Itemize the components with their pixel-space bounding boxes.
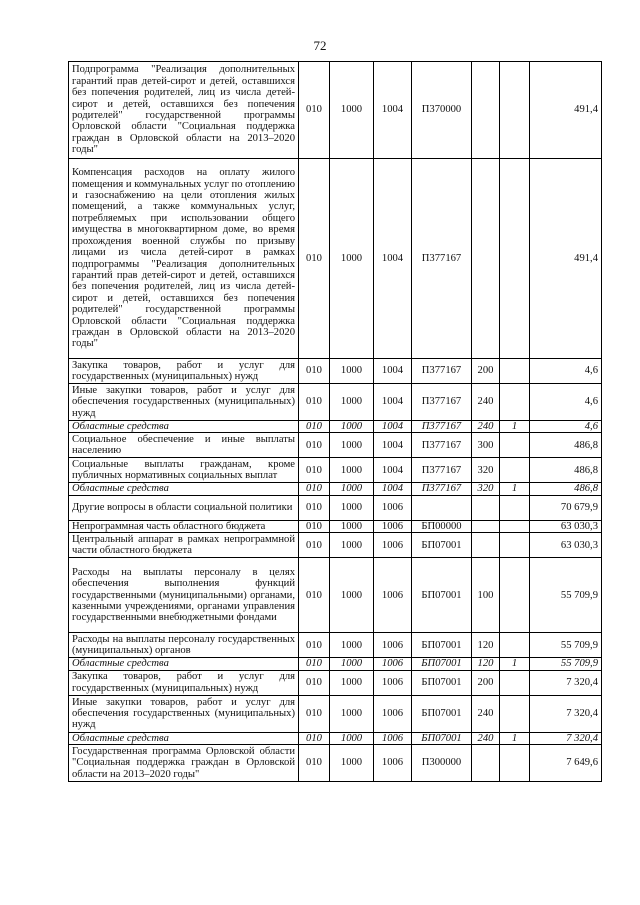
funding-source-code <box>500 695 530 732</box>
section-code: 1000 <box>330 62 374 159</box>
funding-source-code <box>500 359 530 384</box>
row-name: Закупка товаров, работ и услуг для государственных (муниципальных) нужд <box>69 670 299 695</box>
subsection-code: 1006 <box>374 495 412 520</box>
section-code: 1000 <box>330 558 374 633</box>
expense-type-code: 100 <box>472 558 500 633</box>
table-row <box>69 359 602 384</box>
subsection-code: 1006 <box>374 745 412 782</box>
subsection-code: 1006 <box>374 670 412 695</box>
table-row <box>69 62 602 159</box>
target-article-code: БП07001 <box>412 633 472 658</box>
expense-type-code <box>472 159 500 359</box>
ministry-code: 010 <box>299 62 330 159</box>
target-article-code: БП07001 <box>412 558 472 633</box>
row-name: Закупка товаров, работ и услуг для государственных (муниципальных) нужд <box>69 359 299 384</box>
subsection-code: 1004 <box>374 483 412 495</box>
amount: 4,6 <box>530 384 602 421</box>
section-code: 1000 <box>330 359 374 384</box>
expense-type-code <box>472 533 500 558</box>
target-article-code: БП00000 <box>412 520 472 532</box>
section-code: 1000 <box>330 533 374 558</box>
expense-type-code: 300 <box>472 433 500 458</box>
section-code: 1000 <box>330 732 374 744</box>
ministry-code: 010 <box>299 458 330 483</box>
subsection-code: 1006 <box>374 695 412 732</box>
section-code: 1000 <box>330 483 374 495</box>
expense-type-code <box>472 745 500 782</box>
target-article-code: БП07001 <box>412 533 472 558</box>
expense-type-code: 320 <box>472 458 500 483</box>
section-code: 1000 <box>330 159 374 359</box>
ministry-code: 010 <box>299 658 330 670</box>
amount: 63 030,3 <box>530 520 602 532</box>
section-code: 1000 <box>330 670 374 695</box>
funding-source-code <box>500 458 530 483</box>
target-article-code: П377167 <box>412 359 472 384</box>
ministry-code: 010 <box>299 483 330 495</box>
amount: 4,6 <box>530 421 602 433</box>
row-name: Компенсация расходов на оплату жилого помещения и коммунальных услуг по отоплению и газоснабжению на цели отопления жилых помещений, а также коммунальных услуг, потребляемых при использовании общего имущества в многоквартирном доме, во время прохождения военной службы по призыву лицами из числа детей-сирот в рамках подпрограммы "Реализация дополнительных гарантий прав детей-сирот и детей, оставшихся без попечения родителей, лиц из числа детей-сирот и детей, оставшихся без попечения родителей" государственной программы Орловской области "Социальная поддержка граждан в Орловской области на 2013–2020 годы" <box>69 159 299 359</box>
table-row <box>69 670 602 695</box>
table-row <box>69 159 602 359</box>
row-name: Непрограммная часть областного бюджета <box>69 520 299 532</box>
row-name: Центральный аппарат в рамках непрограммной части областного бюджета <box>69 533 299 558</box>
funding-source-code <box>500 384 530 421</box>
row-name: Другие вопросы в области социальной политики <box>69 495 299 520</box>
table-row <box>69 520 602 532</box>
funding-source-code <box>500 533 530 558</box>
funding-source-code <box>500 558 530 633</box>
amount: 7 320,4 <box>530 695 602 732</box>
expense-type-code: 240 <box>472 384 500 421</box>
table-row <box>69 433 602 458</box>
ministry-code: 010 <box>299 732 330 744</box>
subsection-code: 1006 <box>374 633 412 658</box>
amount: 70 679,9 <box>530 495 602 520</box>
target-article-code: П377167 <box>412 159 472 359</box>
section-code: 1000 <box>330 421 374 433</box>
funding-source-code <box>500 159 530 359</box>
table-row <box>69 384 602 421</box>
subsection-code: 1006 <box>374 533 412 558</box>
row-name: Государственная программа Орловской области "Социальная поддержка граждан в Орловской области на 2013–2020 годы" <box>69 745 299 782</box>
target-article-code: П300000 <box>412 745 472 782</box>
subsection-code: 1004 <box>374 384 412 421</box>
ministry-code: 010 <box>299 520 330 532</box>
expense-type-code: 240 <box>472 695 500 732</box>
section-code: 1000 <box>330 433 374 458</box>
subsection-code: 1004 <box>374 433 412 458</box>
target-article-code: БП07001 <box>412 658 472 670</box>
table-row <box>69 633 602 658</box>
ministry-code: 010 <box>299 695 330 732</box>
subsection-code: 1006 <box>374 658 412 670</box>
expense-type-code <box>472 495 500 520</box>
ministry-code: 010 <box>299 745 330 782</box>
expense-type-code <box>472 520 500 532</box>
row-name: Подпрограмма "Реализация дополнительных гарантий прав детей-сирот и детей, оставшихся без попечения родителей, лиц из числа детей-сирот и детей, оставшихся без попечения родителей" государственной программы Орловской области "Социальная поддержка граждан в Орловской области на 2013–2020 годы" <box>69 62 299 159</box>
budget-table <box>68 61 602 782</box>
target-article-code: П377167 <box>412 433 472 458</box>
subsection-code: 1006 <box>374 558 412 633</box>
row-name: Иные закупки товаров, работ и услуг для обеспечения государственных (муниципальных) нужд <box>69 695 299 732</box>
amount: 55 709,9 <box>530 558 602 633</box>
funding-source-code <box>500 670 530 695</box>
funding-source-code: 1 <box>500 421 530 433</box>
page-number: 72 <box>313 38 327 53</box>
section-code: 1000 <box>330 520 374 532</box>
table-row <box>69 732 602 744</box>
section-code: 1000 <box>330 658 374 670</box>
row-name: Социальные выплаты гражданам, кроме публичных нормативных социальных выплат <box>69 458 299 483</box>
subsection-code: 1006 <box>374 732 412 744</box>
target-article-code: П377167 <box>412 384 472 421</box>
row-name: Иные закупки товаров, работ и услуг для обеспечения государственных (муниципальных) нужд <box>69 384 299 421</box>
expense-type-code: 200 <box>472 359 500 384</box>
row-name: Областные средства <box>69 732 299 744</box>
table-row <box>69 745 602 782</box>
amount: 491,4 <box>530 62 602 159</box>
target-article-code <box>412 495 472 520</box>
ministry-code: 010 <box>299 670 330 695</box>
section-code: 1000 <box>330 633 374 658</box>
expense-type-code <box>472 62 500 159</box>
funding-source-code <box>500 745 530 782</box>
table-row <box>69 533 602 558</box>
subsection-code: 1004 <box>374 421 412 433</box>
table-row <box>69 658 602 670</box>
funding-source-code <box>500 633 530 658</box>
expense-type-code: 120 <box>472 633 500 658</box>
target-article-code: П377167 <box>412 421 472 433</box>
amount: 7 649,6 <box>530 745 602 782</box>
ministry-code: 010 <box>299 558 330 633</box>
target-article-code: П377167 <box>412 483 472 495</box>
row-name: Областные средства <box>69 421 299 433</box>
amount: 486,8 <box>530 483 602 495</box>
table-row <box>69 421 602 433</box>
amount: 7 320,4 <box>530 670 602 695</box>
section-code: 1000 <box>330 384 374 421</box>
table-row <box>69 483 602 495</box>
table-row <box>69 458 602 483</box>
expense-type-code: 120 <box>472 658 500 670</box>
ministry-code: 010 <box>299 533 330 558</box>
target-article-code: П377167 <box>412 458 472 483</box>
table-row <box>69 495 602 520</box>
amount: 4,6 <box>530 359 602 384</box>
funding-source-code <box>500 62 530 159</box>
ministry-code: 010 <box>299 159 330 359</box>
section-code: 1000 <box>330 458 374 483</box>
row-name: Областные средства <box>69 658 299 670</box>
section-code: 1000 <box>330 745 374 782</box>
target-article-code: П370000 <box>412 62 472 159</box>
expense-type-code: 240 <box>472 732 500 744</box>
funding-source-code: 1 <box>500 483 530 495</box>
ministry-code: 010 <box>299 433 330 458</box>
section-code: 1000 <box>330 695 374 732</box>
subsection-code: 1004 <box>374 359 412 384</box>
row-name: Расходы на выплаты персоналу в целях обеспечения выполнения функций государственными (муниципальными) органами, казенными учреждениями, органами управления государственными внебюджетными фондами <box>69 558 299 633</box>
amount: 63 030,3 <box>530 533 602 558</box>
subsection-code: 1004 <box>374 458 412 483</box>
amount: 486,8 <box>530 458 602 483</box>
subsection-code: 1004 <box>374 62 412 159</box>
funding-source-code <box>500 520 530 532</box>
funding-source-code <box>500 433 530 458</box>
amount: 55 709,9 <box>530 633 602 658</box>
amount: 55 709,9 <box>530 658 602 670</box>
row-name: Областные средства <box>69 483 299 495</box>
funding-source-code <box>500 495 530 520</box>
subsection-code: 1006 <box>374 520 412 532</box>
table-row <box>69 558 602 633</box>
expense-type-code: 200 <box>472 670 500 695</box>
ministry-code: 010 <box>299 633 330 658</box>
amount: 486,8 <box>530 433 602 458</box>
target-article-code: БП07001 <box>412 670 472 695</box>
ministry-code: 010 <box>299 421 330 433</box>
table-row <box>69 695 602 732</box>
target-article-code: БП07001 <box>412 732 472 744</box>
subsection-code: 1004 <box>374 159 412 359</box>
amount: 491,4 <box>530 159 602 359</box>
expense-type-code: 240 <box>472 421 500 433</box>
target-article-code: БП07001 <box>412 695 472 732</box>
ministry-code: 010 <box>299 359 330 384</box>
amount: 7 320,4 <box>530 732 602 744</box>
row-name: Социальное обеспечение и иные выплаты населению <box>69 433 299 458</box>
ministry-code: 010 <box>299 495 330 520</box>
funding-source-code: 1 <box>500 658 530 670</box>
expense-type-code: 320 <box>472 483 500 495</box>
funding-source-code: 1 <box>500 732 530 744</box>
section-code: 1000 <box>330 495 374 520</box>
ministry-code: 010 <box>299 384 330 421</box>
row-name: Расходы на выплаты персоналу государственных (муниципальных) органов <box>69 633 299 658</box>
